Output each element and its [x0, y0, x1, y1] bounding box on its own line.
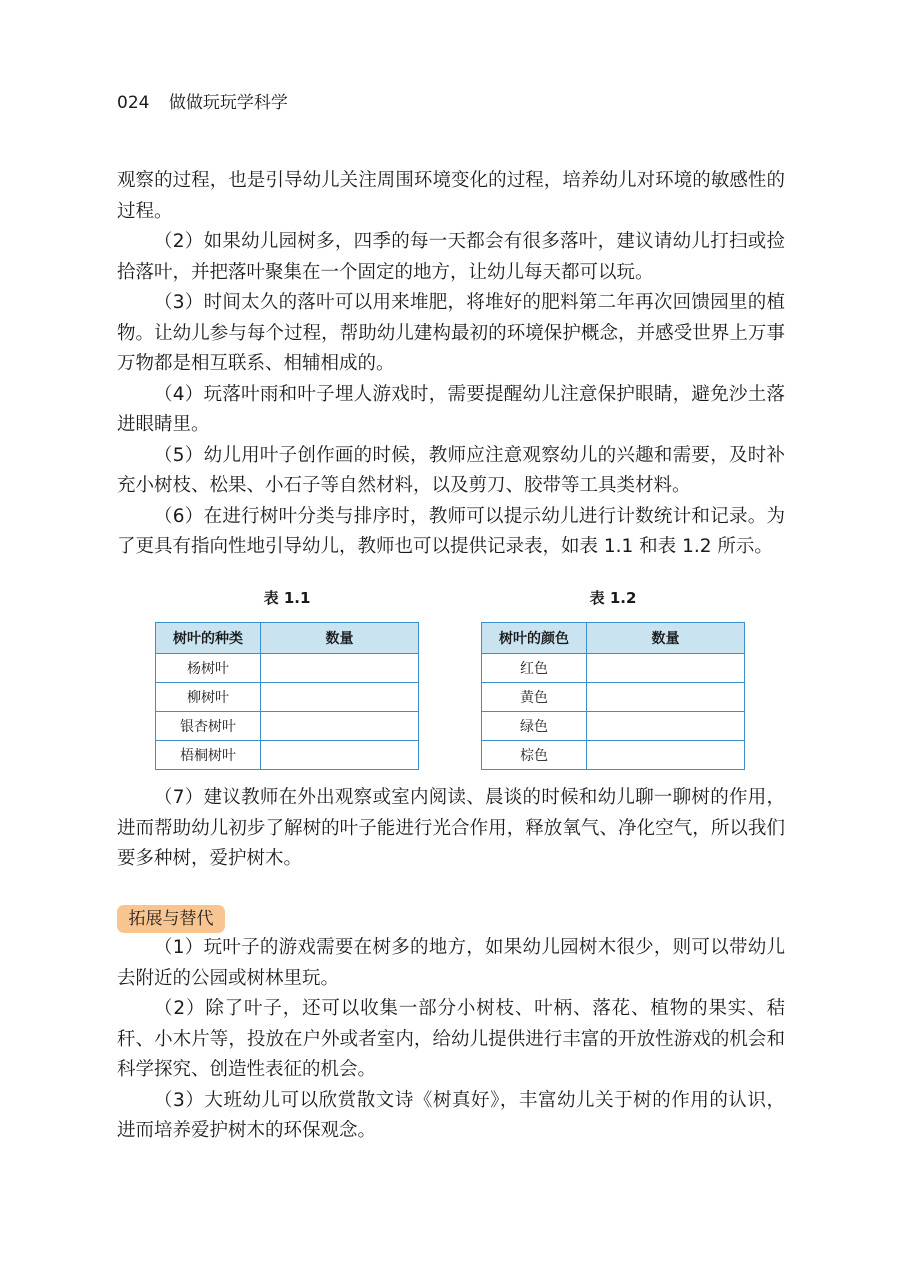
table-row — [156, 741, 419, 770]
table-row — [482, 683, 745, 712]
column-header: 树叶的种类 — [156, 623, 261, 654]
table-1-1 — [155, 588, 419, 770]
paragraph: （4）玩落叶雨和叶子埋人游戏时，需要提醒幼儿注意保护眼睛，避免沙土落进眼睛里。 — [117, 383, 785, 435]
row-label: 柳树叶 — [156, 683, 261, 712]
table-caption: 表 1.1 — [263, 589, 311, 607]
column-header: 树叶的颜色 — [482, 623, 587, 654]
paragraph: （1）玩叶子的游戏需要在树多的地方，如果幼儿园树木很少，则可以带幼儿去附近的公园或树林里玩。 — [117, 937, 785, 989]
body-section-3 — [117, 933, 785, 1147]
table-row — [482, 654, 745, 683]
count-cell — [261, 741, 419, 770]
count-cell — [261, 654, 419, 683]
body-section-2 — [117, 783, 785, 875]
table-row — [156, 683, 419, 712]
section-badge: 拓展与替代 — [117, 905, 225, 933]
leaf-color-table — [481, 622, 745, 770]
table-row — [482, 741, 745, 770]
record-tables — [155, 588, 745, 773]
count-cell — [587, 712, 745, 741]
count-cell — [261, 683, 419, 712]
paragraph: （2）除了叶子，还可以收集一部分小树枝、叶柄、落花、植物的果实、秸秆、小木片等，投放在户外或者室内，给幼儿提供进行丰富的开放性游戏的机会和科学探究、创造性表征的机会。 — [117, 998, 785, 1080]
paragraph: （6）在进行树叶分类与排序时，教师可以提示幼儿进行计数统计和记录。为了更具有指向性地引导幼儿，教师也可以提供记录表，如表 1.1 和表 1.2 所示。 — [117, 505, 785, 557]
paragraph: （3）大班幼儿可以欣赏散文诗《树真好》，丰富幼儿关于树的作用的认识，进而培养爱护树木的环保观念。 — [117, 1089, 785, 1141]
count-cell — [587, 683, 745, 712]
row-label: 杨树叶 — [156, 654, 261, 683]
row-label: 黄色 — [482, 683, 587, 712]
table-caption: 表 1.2 — [589, 589, 637, 607]
count-cell — [261, 712, 419, 741]
book-title: 做做玩玩学科学 — [168, 93, 288, 113]
column-header: 数量 — [261, 623, 419, 654]
page-number: 024 — [117, 93, 150, 113]
table-row — [482, 712, 745, 741]
count-cell — [587, 741, 745, 770]
row-label: 红色 — [482, 654, 587, 683]
table-1-2 — [481, 588, 745, 770]
paragraph: （2）如果幼儿园树多，四季的每一天都会有很多落叶，建议请幼儿打扫或捡拾落叶，并把落叶聚集在一个固定的地方，让幼儿每天都可以玩。 — [117, 231, 785, 283]
row-label: 梧桐树叶 — [156, 741, 261, 770]
body-section-1 — [117, 166, 785, 563]
row-label: 绿色 — [482, 712, 587, 741]
running-header — [117, 88, 288, 113]
column-header: 数量 — [587, 623, 745, 654]
paragraph: （5）幼儿用叶子创作画的时候，教师应注意观察幼儿的兴趣和需要，及时补充小树枝、松果、小石子等自然材料，以及剪刀、胶带等工具类材料。 — [117, 444, 785, 496]
table-row — [156, 712, 419, 741]
paragraph: （3）时间太久的落叶可以用来堆肥，将堆好的肥料第二年再次回馈园里的植物。让幼儿参与每个过程，帮助幼儿建构最初的环境保护概念，并感受世界上万事万物都是相互联系、相辅相成的。 — [117, 292, 785, 374]
paragraph: 观察的过程，也是引导幼儿关注周围环境变化的过程，培养幼儿对环境的敏感性的过程。 — [117, 170, 785, 222]
leaf-type-table — [155, 622, 419, 770]
table-row — [156, 654, 419, 683]
paragraph: （7）建议教师在外出观察或室内阅读、晨谈的时候和幼儿聊一聊树的作用，进而帮助幼儿初步了解树的叶子能进行光合作用，释放氧气、净化空气，所以我们要多种树，爱护树木。 — [117, 787, 785, 869]
count-cell — [587, 654, 745, 683]
row-label: 棕色 — [482, 741, 587, 770]
row-label: 银杏树叶 — [156, 712, 261, 741]
